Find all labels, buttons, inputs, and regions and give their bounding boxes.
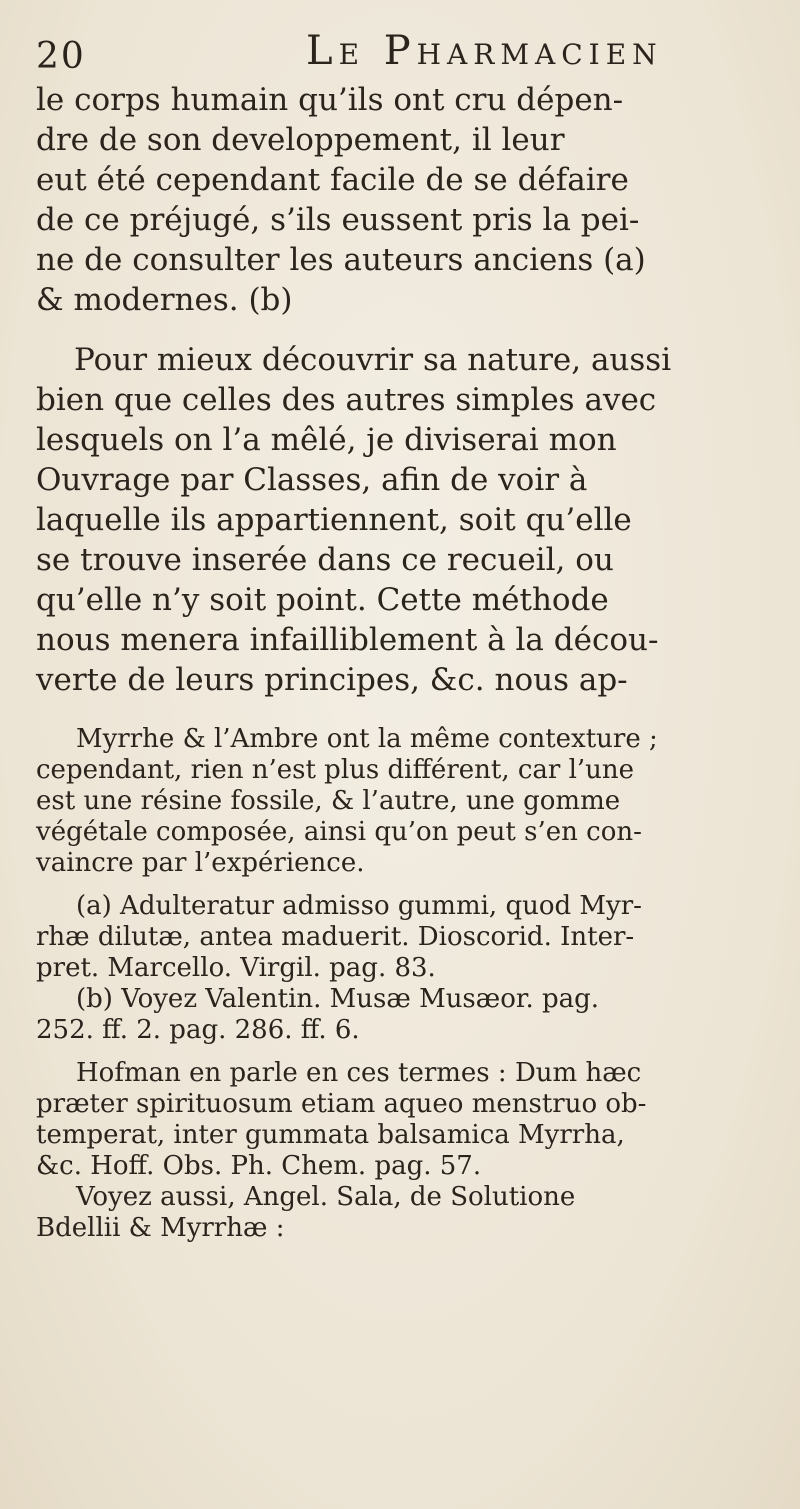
text-line: se trouve inserée dans ce recueil, ou [36,542,614,578]
text-line: verte de leurs principes, &c. nous ap- [36,662,628,698]
footnote-line: rhæ dilutæ, antea maduerit. Dioscorid. Inter- [36,922,635,952]
text-line: laquelle ils appartiennent, soit qu’elle [36,502,632,538]
main-text-block [36,80,766,700]
footnote-b: (b) Voyez Valentin. Musæ Musæor. pag. [76,984,600,1014]
text-line: dre de son developpement, il leur [36,122,565,158]
footnote-line: &c. Hoff. Obs. Ph. Chem. pag. 57. [36,1151,482,1181]
running-title: Le Pharmacien [306,28,663,74]
text-line: bien que celles des autres simples avec [36,382,657,418]
paragraph-gap [36,1046,766,1058]
text-line: lesquels on l’a mêlé, je diviserai mon [36,422,617,458]
paragraph-gap [36,879,766,891]
page-header [36,28,766,88]
footnote-line: vaincre par l’expérience. [36,848,365,878]
text-line: le corps humain qu’ils ont cru dépen- [36,82,624,118]
footnote-line: cependant, rien n’est plus différent, car l’une [36,755,635,785]
footnote-line: præter spirituosum etiam aqueo menstruo ob- [36,1089,647,1119]
text-line: & modernes. (b) [36,282,293,318]
footnote-line: pret. Marcello. Virgil. pag. 83. [36,953,436,983]
text-line: Ouvrage par Classes, afin de voir à [36,462,588,498]
paragraph-gap [36,320,766,340]
footnote-line: Voyez aussi, Angel. Sala, de Solutione [76,1182,576,1212]
footnote-line: Myrrhe & l’Ambre ont la même contexture ; [76,724,658,754]
footnote-line: 252. ff. 2. pag. 286. ff. 6. [36,1015,360,1045]
footnote-a: (a) Adulteratur admisso gummi, quod Myr- [76,891,642,921]
footnote-line: végétale composée, ainsi qu’on peut s’en con- [36,817,642,847]
text-line: nous menera infailliblement à la décou- [36,622,659,658]
text-line: qu’elle n’y soit point. Cette méthode [36,582,609,618]
text-line: eut été cependant facile de se défaire [36,162,629,198]
text-line: ne de consulter les auteurs anciens (a) [36,242,646,278]
text-line: de ce préjugé, s’ils eussent pris la pei- [36,202,640,238]
footnote-line: est une résine fossile, & l’autre, une gomme [36,786,621,816]
footnotes-block [36,724,766,1244]
footnote-line: temperat, inter gummata balsamica Myrrha, [36,1120,625,1150]
footnote-line: Hofman en parle en ces termes : Dum hæc [76,1058,642,1088]
text-line: Pour mieux découvrir sa nature, aussi [74,342,672,378]
page-number: 20 [36,36,86,77]
footnote-line: Bdellii & Myrrhæ : [36,1213,285,1243]
